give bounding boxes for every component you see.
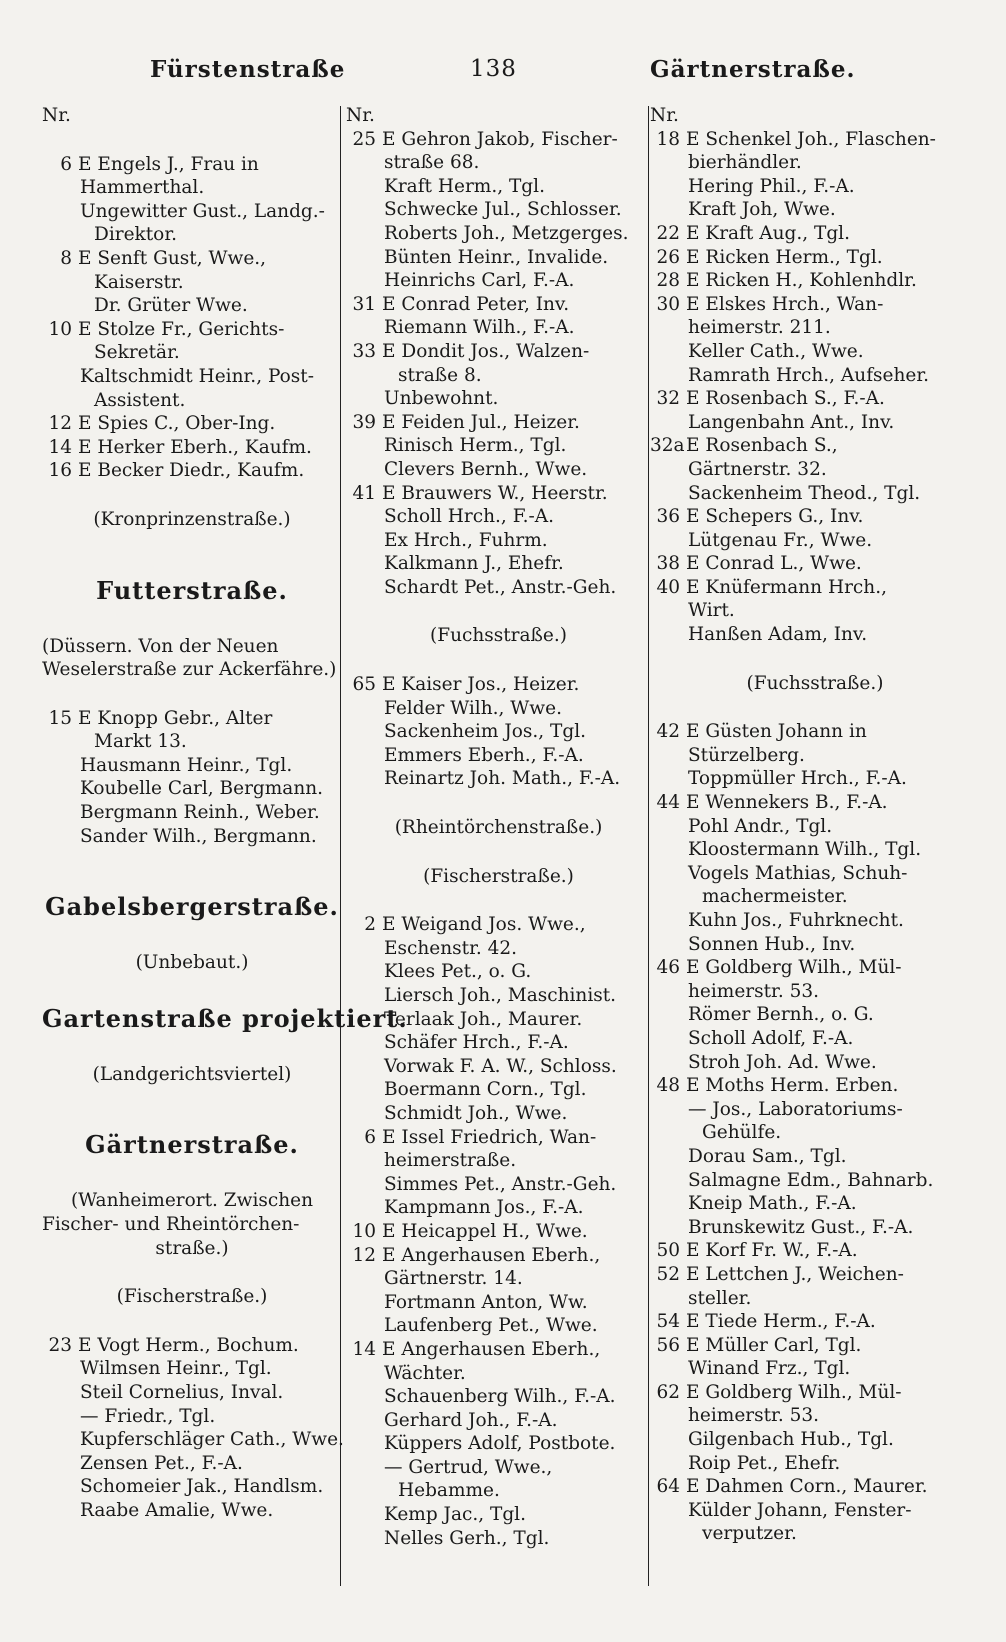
directory-line: heimerstr. 53.	[688, 1405, 820, 1427]
directory-line: Stroh Joh. Ad. Wwe.	[688, 1051, 877, 1073]
directory-line: bierhändler.	[688, 152, 802, 174]
entry-text: E Korf Fr. W., F.-A.	[686, 1240, 858, 1262]
directory-line: Römer Bernh., o. G.	[688, 1004, 874, 1026]
house-number: 18	[656, 128, 680, 150]
directory-entry	[346, 1126, 651, 1150]
spacer	[346, 791, 651, 816]
spacer	[346, 888, 651, 913]
section-note: (Fuchsstraße.)	[430, 625, 567, 647]
entry-text: E Feiden Jul., Heizer.	[382, 411, 580, 433]
directory-line: Salmagne Edm., Bahnarb.	[688, 1169, 934, 1191]
spacer	[42, 1038, 342, 1063]
spacer	[42, 610, 342, 635]
house-number: 33	[352, 340, 376, 362]
entry-text: E Weigand Jos. Wwe.,	[382, 914, 586, 936]
column-3	[650, 104, 980, 1546]
spacer	[650, 695, 980, 720]
directory-line: Fortmann Anton, Ww.	[384, 1291, 588, 1313]
house-number: 42	[656, 721, 680, 743]
directory-line: Kraft Joh, Wwe.	[688, 199, 836, 221]
directory-line: Külder Johann, Fenster-	[688, 1499, 912, 1521]
entry-text: E Knopp Gebr., Alter	[78, 707, 273, 729]
directory-line: Sander Wilh., Bergmann.	[80, 825, 317, 847]
directory-line: Simmes Pet., Anstr.-Geh.	[384, 1173, 617, 1195]
directory-entry	[42, 436, 342, 460]
directory-line: Sonnen Hub., Inv.	[688, 933, 856, 955]
directory-entry	[650, 1475, 980, 1499]
directory-line: Sackenheim Theod., Tgl.	[688, 482, 921, 504]
directory-entry	[346, 913, 651, 937]
spacer	[42, 1309, 342, 1334]
directory-entry	[650, 1334, 980, 1358]
entry-text: E Stolze Fr., Gerichts-	[78, 318, 285, 340]
directory-line: straße 8.	[398, 364, 482, 386]
house-number: 40	[656, 576, 680, 598]
directory-line: heimerstraße.	[384, 1150, 517, 1172]
directory-entry	[346, 1338, 651, 1362]
entry-text: E Dondit Jos., Walzen-	[382, 340, 590, 362]
entry-text: E Knüfermann Hrch.,	[686, 576, 887, 598]
entry-text: E Tiede Herm., F.-A.	[686, 1311, 876, 1333]
entry-text: E Moths Herm. Erben.	[686, 1075, 899, 1097]
directory-entry	[42, 247, 342, 271]
column-2	[346, 104, 651, 1550]
directory-line: Toppmüller Hrch., F.-A.	[688, 768, 907, 790]
house-number: 6	[364, 1126, 376, 1148]
directory-line: Hausmann Heinr., Tgl.	[80, 754, 293, 776]
house-number: 15	[48, 707, 72, 729]
directory-line: Klees Pet., o. G.	[384, 961, 532, 983]
section-note: (Fischerstraße.)	[116, 1286, 268, 1308]
entry-text: E Elskes Hrch., Wan-	[686, 293, 884, 315]
entry-text: E Rosenbach S., F.-A.	[686, 388, 885, 410]
directory-line: Zensen Pet., F.-A.	[80, 1452, 243, 1474]
directory-line: Hanßen Adam, Inv.	[688, 624, 868, 646]
entry-text: E Heicappel H., Wwe.	[382, 1220, 588, 1242]
directory-line: — Gertrud, Wwe.,	[384, 1456, 553, 1478]
directory-line: Wächter.	[384, 1362, 466, 1384]
directory-line: Roip Pet., Ehefr.	[688, 1452, 841, 1474]
directory-line: Gärtnerstr. 32.	[688, 458, 827, 480]
directory-line: Kemp Jac., Tgl.	[384, 1504, 526, 1526]
directory-line: Nelles Gerh., Tgl.	[384, 1527, 550, 1549]
directory-line: Assistent.	[94, 389, 186, 411]
directory-line: Bünten Heinr., Invalide.	[384, 246, 609, 268]
directory-line: Vorwak F. A. W., Schloss.	[384, 1055, 617, 1077]
house-number: 28	[656, 270, 680, 292]
street-heading: Gabelsbergerstraße.	[45, 892, 339, 922]
house-number: 54	[656, 1311, 680, 1333]
directory-line: Gilgenbach Hub., Tgl.	[688, 1429, 894, 1451]
house-number: 2	[364, 914, 376, 936]
house-number: 26	[656, 246, 680, 268]
directory-entry	[346, 1220, 651, 1244]
directory-line: Riemann Wilh., F.-A.	[384, 317, 575, 339]
directory-line: Reinartz Joh. Math., F.-A.	[384, 768, 621, 790]
directory-line: Unbewohnt.	[384, 388, 499, 410]
entry-text: E Wennekers B., F.-A.	[686, 792, 888, 814]
directory-entry	[346, 411, 651, 435]
spacer	[42, 1260, 342, 1285]
spacer	[42, 926, 342, 951]
directory-line: Bergmann Reinh., Weber.	[80, 802, 320, 824]
entry-text: E Senft Gust, Wwe.,	[78, 247, 267, 269]
house-number: 12	[48, 413, 72, 435]
street-heading: Futterstraße.	[96, 575, 288, 605]
directory-line: Clevers Bernh., Wwe.	[384, 458, 588, 480]
spacer	[42, 128, 342, 153]
directory-line: Kloostermann Wilh., Tgl.	[688, 839, 922, 861]
spacer	[650, 647, 980, 672]
directory-line: Gärtnerstr. 14.	[384, 1268, 523, 1290]
entry-text: E Lettchen J., Weichen-	[686, 1263, 904, 1285]
directory-line: Kaiserstr.	[94, 271, 184, 293]
directory-line: Hammerthal.	[80, 177, 205, 199]
directory-line: Roberts Joh., Metzgerges.	[384, 222, 629, 244]
house-number: 6	[60, 153, 72, 175]
house-number: 10	[48, 318, 72, 340]
spacer	[346, 840, 651, 865]
house-number: 30	[656, 293, 680, 315]
directory-line: heimerstr. 211.	[688, 317, 831, 339]
directory-entry	[42, 318, 342, 342]
directory-line: Vogels Mathias, Schuh-	[688, 862, 908, 884]
directory-entry	[346, 482, 651, 506]
entry-text: E Conrad L., Wwe.	[686, 553, 862, 575]
directory-line: Boermann Corn., Tgl.	[384, 1079, 587, 1101]
directory-line: Koubelle Carl, Bergmann.	[80, 778, 324, 800]
directory-entry	[650, 128, 980, 152]
entry-text: E Issel Friedrich, Wan-	[382, 1126, 597, 1148]
directory-entry	[42, 153, 342, 177]
directory-entry	[650, 1239, 980, 1263]
directory-line: steller.	[688, 1287, 752, 1309]
directory-entry	[346, 128, 651, 152]
directory-entry	[346, 673, 651, 697]
house-number: 22	[656, 222, 680, 244]
directory-line: Rinisch Herm., Tgl.	[384, 435, 567, 457]
section-note: (Fischerstraße.)	[423, 865, 574, 887]
directory-line: Kampmann Jos., F.-A.	[384, 1197, 584, 1219]
entry-text: E Brauwers W., Heerstr.	[382, 482, 608, 504]
directory-line: Kneip Math., F.-A.	[688, 1193, 857, 1215]
directory-line: Hering Phil., F.-A.	[688, 175, 855, 197]
directory-line: Winand Frz., Tgl.	[688, 1358, 851, 1380]
street-heading: Gärtnerstraße.	[85, 1130, 299, 1160]
directory-line: Schauenberg Wilh., F.-A.	[384, 1386, 616, 1408]
section-note: (Kronprinzenstraße.)	[93, 508, 291, 530]
house-number: 56	[656, 1334, 680, 1356]
directory-line: Wirt.	[688, 600, 735, 622]
house-number: 64	[656, 1476, 680, 1498]
house-number: 36	[656, 506, 680, 528]
entry-text: E Conrad Peter, Inv.	[382, 293, 570, 315]
spacer	[42, 848, 342, 888]
house-number: 44	[656, 792, 680, 814]
entry-text: E Goldberg Wilh., Mül-	[686, 957, 902, 979]
directory-line: Schmidt Joh., Wwe.	[384, 1102, 568, 1124]
directory-line: Laufenberg Pet., Wwe.	[384, 1315, 598, 1337]
directory-entry	[650, 222, 980, 246]
directory-entry	[650, 246, 980, 270]
house-number: 32	[656, 388, 680, 410]
directory-line: Fischer- und Rheintörchen-	[42, 1214, 300, 1236]
directory-line: Ungewitter Gust., Landg.-	[80, 200, 325, 222]
directory-entry	[346, 1244, 651, 1268]
house-number: 23	[48, 1334, 72, 1356]
directory-entry	[650, 576, 980, 600]
directory-entry	[650, 269, 980, 293]
spacer	[346, 648, 651, 673]
directory-line: Direktor.	[94, 224, 178, 246]
spacer	[42, 1164, 342, 1189]
entry-text: E Angerhausen Eberh.,	[382, 1338, 601, 1360]
spacer	[42, 682, 342, 707]
spacer	[42, 532, 342, 572]
directory-line: Brunskewitz Gust., F.-A.	[688, 1216, 914, 1238]
directory-line: Terlaak Joh., Maurer.	[384, 1008, 583, 1030]
entry-text: E Vogt Herm., Bochum.	[78, 1334, 299, 1356]
directory-line: Gehülfe.	[702, 1122, 782, 1144]
directory-entry	[650, 505, 980, 529]
directory-entry	[42, 707, 342, 731]
directory-line: Heinrichs Carl, F.-A.	[384, 270, 575, 292]
directory-line: Pohl Andr., Tgl.	[688, 815, 833, 837]
directory-entry	[346, 340, 651, 364]
section-note: (Landgerichtsviertel)	[92, 1063, 292, 1085]
entry-text: E Engels J., Frau in	[78, 153, 259, 175]
directory-entry	[650, 720, 980, 744]
spacer	[42, 975, 342, 1000]
directory-line: Markt 13.	[94, 731, 187, 753]
directory-line: Lütgenau Fr., Wwe.	[688, 529, 873, 551]
house-number: 14	[48, 436, 72, 458]
entry-text: E Güsten Johann in	[686, 721, 867, 743]
house-number: 41	[352, 482, 376, 504]
header-right-street: Gärtnerstraße.	[650, 56, 856, 83]
entry-text: E Rosenbach S.,	[686, 435, 838, 457]
directory-line: Scholl Hrch., F.-A.	[384, 506, 555, 528]
directory-line: Steil Cornelius, Inval.	[80, 1382, 284, 1403]
directory-line: Kaltschmidt Heinr., Post-	[80, 365, 314, 387]
header-left-street: Fürstenstraße	[150, 56, 346, 83]
directory-line: Kuhn Jos., Fuhrknecht.	[688, 910, 904, 931]
directory-line: Keller Cath., Wwe.	[688, 340, 864, 362]
directory-line: Scholl Adolf, F.-A.	[688, 1027, 854, 1049]
house-number: 32a	[650, 435, 685, 457]
house-number: 8	[60, 247, 72, 269]
directory-entry	[42, 412, 342, 436]
directory-entry	[650, 1381, 980, 1405]
directory-line: Sekretär.	[94, 342, 180, 364]
entry-text: E Kaiser Jos., Heizer.	[382, 674, 580, 696]
directory-line: Kraft Herm., Tgl.	[384, 175, 545, 197]
house-number: 50	[656, 1240, 680, 1262]
directory-line: heimerstr. 53.	[688, 980, 820, 1002]
directory-line: Dorau Sam., Tgl.	[688, 1145, 847, 1167]
directory-line: Schomeier Jak., Handlsm.	[80, 1476, 324, 1498]
house-number: 46	[656, 957, 680, 979]
entry-text: E Müller Carl, Tgl.	[686, 1334, 862, 1356]
column-label: Nr.	[346, 105, 375, 126]
house-number: 12	[352, 1244, 376, 1266]
directory-line: machermeister.	[702, 886, 848, 908]
directory-line: straße 68.	[384, 152, 480, 174]
directory-entry	[346, 293, 651, 317]
street-heading: Gartenstraße projektiert.	[42, 1003, 408, 1033]
directory-entry	[650, 552, 980, 576]
entry-text: E Herker Eberh., Kaufm.	[78, 436, 312, 458]
directory-line: Felder Wilh., Wwe.	[384, 697, 562, 719]
entry-text: E Schenkel Joh., Flaschen-	[686, 128, 936, 150]
directory-line: Küppers Adolf, Postbote.	[384, 1433, 616, 1455]
directory-entry	[650, 387, 980, 411]
directory-entry	[650, 1263, 980, 1287]
directory-line: Ex Hrch., Fuhrm.	[384, 529, 548, 551]
section-note: (Rheintörchenstraße.)	[394, 817, 603, 839]
column-label: Nr.	[42, 105, 71, 126]
house-number: 31	[352, 293, 376, 315]
directory-entry	[650, 434, 980, 458]
directory-entry	[650, 1310, 980, 1334]
directory-line: Sackenheim Jos., Tgl.	[384, 721, 587, 743]
entry-text: E Goldberg Wilh., Mül-	[686, 1381, 902, 1403]
directory-line: — Jos., Laboratoriums-	[688, 1098, 903, 1120]
directory-line: Hebamme.	[398, 1480, 500, 1502]
directory-line: Wilmsen Heinr., Tgl.	[80, 1358, 272, 1380]
house-number: 48	[656, 1075, 680, 1097]
directory-line: Schardt Pet., Anstr.-Geh.	[384, 576, 617, 598]
house-number: 25	[352, 128, 376, 150]
section-note: (Fuchsstraße.)	[746, 672, 884, 694]
directory-entry	[650, 293, 980, 317]
entry-text: E Schepers G., Inv.	[686, 506, 864, 528]
house-number: 62	[656, 1381, 680, 1403]
directory-line: Eschenstr. 42.	[384, 937, 518, 959]
entry-text: E Spies C., Ober-Ing.	[78, 413, 276, 435]
entry-text: E Angerhausen Eberh.,	[382, 1244, 601, 1266]
directory-line: Ramrath Hrch., Aufseher.	[688, 364, 930, 386]
house-number: 10	[352, 1220, 376, 1242]
entry-text: E Kraft Aug., Tgl.	[686, 222, 850, 244]
page-number: 138	[470, 56, 517, 82]
house-number: 52	[656, 1263, 680, 1285]
directory-entry	[42, 459, 342, 483]
entry-text: E Dahmen Corn., Maurer.	[686, 1476, 928, 1498]
entry-text: E Becker Diedr., Kaufm.	[78, 460, 305, 482]
house-number: 16	[48, 460, 72, 482]
directory-line: Schäfer Hrch., F.-A.	[384, 1032, 569, 1054]
entry-text: E Gehron Jakob, Fischer-	[382, 128, 618, 150]
directory-line: Weselerstraße zur Ackerfähre.)	[42, 659, 337, 681]
house-number: 38	[656, 553, 680, 575]
house-number: 39	[352, 411, 376, 433]
house-number: 14	[352, 1338, 376, 1360]
directory-line: Schwecke Jul., Schlosser.	[384, 199, 622, 221]
spacer	[42, 483, 342, 508]
spacer	[346, 599, 651, 624]
directory-line: Gerhard Joh., F.-A.	[384, 1409, 558, 1431]
directory-entry	[42, 1334, 342, 1358]
section-note: (Wanheimerort. Zwischen	[70, 1190, 314, 1212]
directory-line: — Friedr., Tgl.	[80, 1405, 216, 1427]
directory-line: (Düssern. Von der Neuen	[42, 635, 279, 657]
directory-line: Dr. Grüter Wwe.	[94, 295, 248, 317]
directory-line: Liersch Joh., Maschinist.	[384, 985, 617, 1006]
section-note: straße.)	[155, 1237, 229, 1259]
directory-line: Stürzelberg.	[688, 744, 805, 766]
directory-entry	[650, 956, 980, 980]
directory-line: Emmers Eberh., F.-A.	[384, 744, 584, 766]
entry-text: E Ricken Herm., Tgl.	[686, 246, 883, 268]
directory-line: Kupferschläger Cath., Wwe.	[80, 1429, 344, 1451]
directory-line: Kalkmann J., Ehefr.	[384, 553, 564, 575]
house-number: 65	[352, 674, 376, 696]
spacer	[42, 1086, 342, 1126]
directory-entry	[650, 1074, 980, 1098]
column-label: Nr.	[650, 105, 679, 126]
entry-text: E Ricken H., Kohlenhdlr.	[686, 270, 917, 292]
section-note: (Unbebaut.)	[135, 952, 249, 974]
directory-line: Raabe Amalie, Wwe.	[80, 1499, 274, 1521]
directory-entry	[650, 791, 980, 815]
directory-line: Langenbahn Ant., Inv.	[688, 411, 895, 433]
directory-line: verputzer.	[702, 1523, 797, 1545]
